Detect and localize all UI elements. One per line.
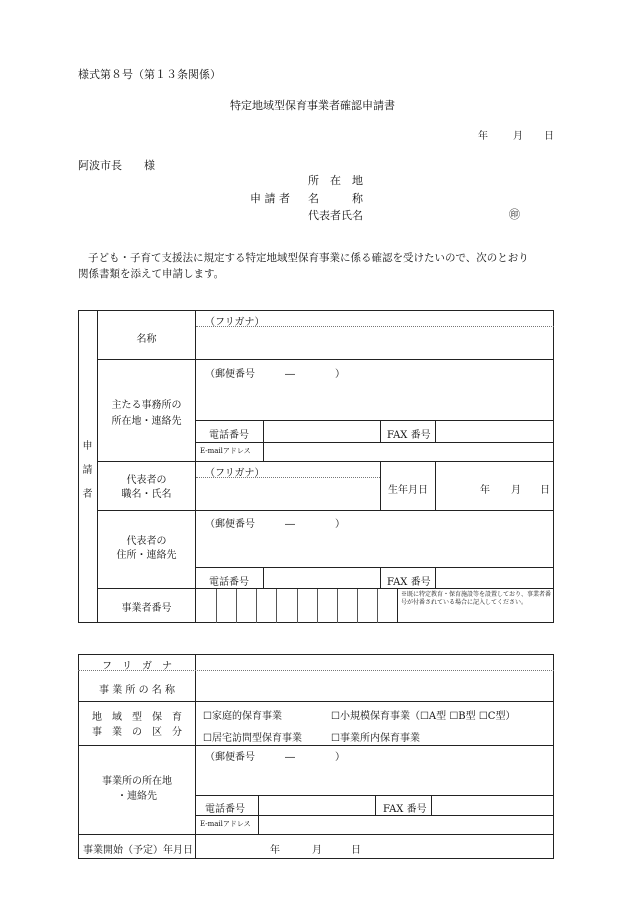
office-email-label: E-mailアドレス bbox=[200, 820, 251, 828]
col-divider bbox=[380, 461, 381, 510]
name-label: 名称 bbox=[136, 334, 157, 345]
option-small-scale-checkbox[interactable]: ☐小規模保育事業（☐A型 ☐B型 ☐C型） bbox=[331, 711, 516, 722]
operator-number-digit-cell[interactable] bbox=[276, 589, 296, 622]
digit-divider bbox=[317, 589, 318, 623]
rep-fax-label: FAX 番号 bbox=[387, 577, 431, 588]
fax-label: FAX 番号 bbox=[387, 430, 431, 441]
applicant-label: 申 請 者 bbox=[250, 192, 290, 205]
body-text-line1: 子ども・子育て支援法に規定する特定地域型保育事業に係る確認を受けたいので、次のとおり bbox=[88, 252, 529, 264]
label-line: 代表者の bbox=[126, 475, 167, 486]
operator-number-digit-cell[interactable] bbox=[377, 589, 397, 622]
start-date-field[interactable] bbox=[196, 835, 553, 858]
addressee: 阿波市長 様 bbox=[78, 159, 155, 172]
rep-fax-field[interactable] bbox=[436, 568, 553, 587]
label-line: 職名・氏名 bbox=[121, 489, 172, 500]
row-divider bbox=[97, 461, 554, 462]
category-label bbox=[79, 710, 195, 740]
office-furigana-label: フ リ ガ ナ bbox=[102, 661, 172, 672]
side-char: 申 bbox=[82, 441, 93, 452]
office-email-field[interactable] bbox=[259, 816, 553, 833]
row-divider bbox=[97, 359, 554, 360]
operator-number-digit-cell[interactable] bbox=[357, 589, 377, 622]
applicant-address-label: 所 在 地 bbox=[308, 174, 363, 187]
start-day-label: 日 bbox=[351, 845, 361, 856]
label-line: 住所・連絡先 bbox=[116, 550, 177, 561]
side-divider bbox=[97, 310, 98, 623]
start-date-label: 事業開始（予定）年月日 bbox=[83, 845, 193, 856]
office-name-field[interactable] bbox=[196, 671, 553, 701]
col-divider bbox=[375, 795, 376, 815]
office-fax-field[interactable] bbox=[432, 796, 553, 814]
birth-year-label: 年 bbox=[480, 485, 490, 496]
email-label: E-mailアドレス bbox=[200, 447, 251, 455]
seal-mark: ㊞ bbox=[509, 208, 520, 221]
phone-label: 電話番号 bbox=[209, 430, 249, 441]
birth-month-label: 月 bbox=[511, 485, 521, 496]
operator-number-digit-cell[interactable] bbox=[256, 589, 276, 622]
date-month-label: 月 bbox=[513, 131, 523, 142]
operator-number-digit-cell[interactable] bbox=[337, 589, 357, 622]
operator-number-digit-cell[interactable] bbox=[216, 589, 236, 622]
option-home-based-checkbox[interactable]: ☐家庭的保育事業 bbox=[203, 711, 282, 722]
row-divider bbox=[78, 701, 554, 702]
col-divider bbox=[435, 461, 436, 510]
label-line: 所在地・連絡先 bbox=[111, 416, 182, 427]
applicant-name-label: 名 称 bbox=[308, 192, 363, 205]
rep-furigana-label: （フリガナ） bbox=[205, 468, 265, 479]
digit-divider bbox=[357, 589, 358, 623]
office-name-label: 事 業 所 の 名 称 bbox=[99, 685, 175, 696]
form-number: 様式第８号（第１３条関係） bbox=[78, 68, 221, 81]
operator-number-note: ※既に特定教育・保育施設等を設置しており、事業者番号が付番されている場合に記入してください。 bbox=[401, 591, 552, 606]
start-year-label: 年 bbox=[270, 845, 280, 856]
row-divider bbox=[78, 745, 554, 746]
date-day-label: 日 bbox=[544, 131, 554, 142]
digit-divider bbox=[377, 589, 378, 623]
col-divider bbox=[380, 567, 381, 588]
rep-postal-label: （郵便番号 ― ） bbox=[205, 519, 345, 530]
office-phone-label: 電話番号 bbox=[205, 804, 245, 815]
body-text-line2: 関係書類を添えて申請します。 bbox=[78, 268, 225, 280]
postal-label: （郵便番号 ― ） bbox=[205, 369, 345, 380]
date-year-label: 年 bbox=[478, 131, 488, 142]
office-fax-label: FAX 番号 bbox=[383, 804, 427, 815]
operator-number-digit-cell[interactable] bbox=[317, 589, 337, 622]
start-month-label: 月 bbox=[312, 845, 322, 856]
label-line: 主たる事務所の bbox=[111, 400, 182, 411]
option-workplace-checkbox[interactable]: ☐事業所内保育事業 bbox=[331, 733, 420, 744]
side-char: 請 bbox=[82, 465, 93, 476]
digit-divider bbox=[276, 589, 277, 623]
operator-number-digit-cell[interactable] bbox=[196, 589, 216, 622]
rep-phone-field[interactable] bbox=[264, 568, 380, 587]
office-address-label bbox=[79, 774, 195, 804]
applicant-side-label bbox=[78, 435, 97, 507]
label-line: 地 域 型 保 育 bbox=[92, 712, 182, 723]
phone-field[interactable] bbox=[264, 421, 380, 441]
rep-phone-label: 電話番号 bbox=[209, 577, 249, 588]
applicant-rep-label: 代表者氏名 bbox=[308, 209, 363, 222]
side-char: 者 bbox=[82, 489, 93, 500]
col-divider bbox=[380, 420, 381, 442]
label-line: ・連絡先 bbox=[117, 791, 157, 802]
rep-name-field[interactable] bbox=[196, 478, 379, 509]
option-home-visit-checkbox[interactable]: ☐居宅訪問型保育事業 bbox=[203, 733, 302, 744]
birth-day-label: 日 bbox=[540, 485, 550, 496]
office-phone-field[interactable] bbox=[259, 796, 375, 814]
rep-address-field[interactable] bbox=[196, 528, 553, 566]
digit-divider bbox=[216, 589, 217, 623]
operator-number-digit-cell[interactable] bbox=[297, 589, 317, 622]
col-divider bbox=[397, 588, 398, 623]
row-divider bbox=[97, 510, 554, 511]
rep-address-label bbox=[98, 535, 195, 563]
operator-number-label: 事業者番号 bbox=[121, 603, 172, 614]
fax-field[interactable] bbox=[436, 421, 553, 441]
label-line: 代表者の bbox=[126, 536, 167, 547]
main-office-label bbox=[98, 398, 195, 430]
birthdate-label: 生年月日 bbox=[388, 485, 428, 496]
main-office-address-field[interactable] bbox=[196, 378, 553, 420]
operator-number-digit-cell[interactable] bbox=[236, 589, 256, 622]
digit-divider bbox=[256, 589, 257, 623]
digit-divider bbox=[297, 589, 298, 623]
digit-divider bbox=[337, 589, 338, 623]
digit-divider bbox=[236, 589, 237, 623]
office-furigana-field[interactable] bbox=[196, 655, 553, 669]
office-address-field[interactable] bbox=[196, 761, 553, 794]
label-line: 事 業 の 区 分 bbox=[92, 727, 182, 738]
name-field[interactable] bbox=[196, 327, 553, 359]
document-title: 特定地域型保育事業者確認申請書 bbox=[230, 99, 395, 112]
rep-position-label bbox=[98, 474, 195, 502]
label-line: 事業所の所在地 bbox=[102, 776, 172, 787]
furigana-label: （フリガナ） bbox=[205, 317, 265, 328]
office-postal-label: （郵便番号 ― ） bbox=[205, 752, 345, 763]
email-field[interactable] bbox=[264, 443, 553, 460]
